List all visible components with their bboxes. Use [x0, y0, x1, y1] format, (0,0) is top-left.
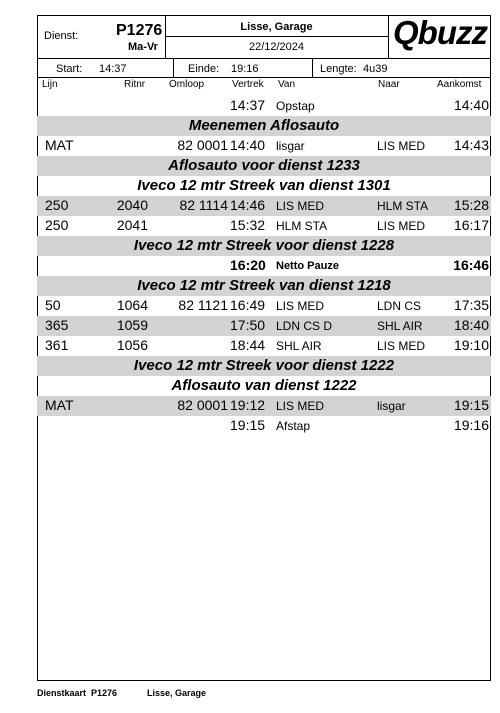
cell-aankomst: 19:15 [453, 397, 489, 413]
cell-aankomst: 16:17 [453, 217, 489, 233]
cell-van: Afstap [276, 419, 311, 433]
trip-row [37, 416, 491, 436]
footer-location: Lisse, Garage [147, 688, 207, 698]
trip-row [37, 96, 491, 116]
cell-aankomst: 18:40 [453, 317, 489, 333]
dienst-code: P1276 [116, 22, 163, 39]
cell-van: LIS MED [276, 399, 325, 413]
cell-ritnr: 1056 [116, 337, 148, 353]
cell-omloop: 82 0001 [177, 137, 228, 153]
col-van: Van [278, 79, 296, 90]
einde-value: 19:16 [231, 63, 259, 75]
cell-lijn: 361 [45, 337, 69, 353]
cell-vertrek: 14:46 [230, 197, 266, 213]
cell-naar: LDN CS [377, 299, 422, 313]
cell-aankomst: 16:46 [453, 257, 489, 273]
location-title: Lisse, Garage [240, 21, 313, 33]
cell-vertrek: 15:32 [230, 217, 266, 233]
col-naar: Naar [378, 79, 400, 90]
header-vline-4 [312, 58, 313, 77]
cell-vertrek: 16:20 [230, 257, 266, 273]
service-date: 22/12/2024 [248, 41, 305, 53]
qbuzz-logo: Qbuzz [393, 14, 487, 51]
cell-naar: lisgar [377, 399, 406, 413]
dienst-days: Ma-Vr [128, 41, 158, 53]
footer-card-id: Dienstkaart P1276 [37, 688, 118, 698]
section-banner: Iveco 12 mtr Streek voor dienst 1222 [37, 356, 491, 376]
section-banner: Meenemen Aflosauto [37, 116, 491, 136]
pause-row [37, 256, 491, 276]
cell-lijn: 365 [45, 317, 69, 333]
cell-van: LDN CS D [276, 319, 333, 333]
cell-aankomst: 19:10 [453, 337, 489, 353]
cell-van: LIS MED [276, 199, 325, 213]
cell-ritnr: 2040 [116, 197, 148, 213]
cell-van: LIS MED [276, 299, 325, 313]
trip-row [37, 216, 491, 236]
cell-naar: HLM STA [377, 199, 429, 213]
cell-lijn: MAT [45, 397, 74, 413]
section-banner: Aflosauto voor dienst 1233 [37, 156, 491, 176]
trip-row [37, 196, 491, 216]
section-banner: Iveco 12 mtr Streek van dienst 1301 [137, 177, 391, 194]
dienst-label: Dienst: [44, 30, 79, 42]
cell-van: Opstap [276, 99, 315, 113]
header-vline-3 [173, 58, 174, 77]
col-lijn: Lijn [42, 79, 58, 90]
lengte-label: Lengte: [320, 63, 357, 75]
cell-omloop: 82 1114 [179, 197, 228, 213]
trip-row [37, 296, 491, 316]
col-vertrek: Vertrek [232, 79, 264, 90]
trip-row [37, 316, 491, 336]
cell-lijn: 250 [45, 217, 69, 233]
cell-van: Netto Pauze [276, 260, 339, 272]
cell-vertrek: 16:49 [230, 297, 266, 313]
col-ritnr: Ritnr [124, 79, 146, 90]
header-mid-border [37, 77, 491, 78]
cell-van: lisgar [276, 139, 305, 153]
header-top-border [37, 58, 491, 59]
cell-naar: LIS MED [377, 339, 426, 353]
header-location-divider [165, 36, 388, 37]
section-banner: Aflosauto van dienst 1222 [171, 377, 357, 394]
cell-vertrek: 14:40 [230, 137, 266, 153]
cell-lijn: MAT [45, 137, 74, 153]
col-aankomst: Aankomst [437, 79, 482, 90]
cell-lijn: 250 [45, 197, 69, 213]
cell-van: SHL AIR [276, 339, 322, 353]
cell-vertrek: 19:12 [230, 397, 266, 413]
cell-aankomst: 14:40 [453, 97, 489, 113]
cell-naar: LIS MED [377, 219, 426, 233]
trip-row [37, 336, 491, 356]
start-value: 14:37 [99, 63, 127, 75]
cell-lijn: 50 [45, 297, 61, 313]
cell-aankomst: 19:16 [453, 417, 489, 433]
cell-van: HLM STA [276, 219, 328, 233]
lengte-value: 4u39 [363, 63, 388, 75]
start-label: Start: [56, 63, 83, 75]
einde-label: Einde: [188, 63, 220, 75]
cell-naar: LIS MED [377, 139, 426, 153]
trip-row [37, 396, 491, 416]
trip-row [37, 136, 491, 156]
cell-ritnr: 2041 [116, 217, 148, 233]
cell-naar: SHL AIR [377, 319, 423, 333]
cell-vertrek: 17:50 [230, 317, 266, 333]
section-banner: Iveco 12 mtr Streek van dienst 1218 [37, 276, 491, 296]
cell-aankomst: 17:35 [453, 297, 489, 313]
cell-omloop: 82 1121 [178, 297, 228, 313]
cell-aankomst: 15:28 [453, 197, 489, 213]
section-banner: Iveco 12 mtr Streek voor dienst 1228 [37, 236, 491, 256]
cell-vertrek: 19:15 [230, 417, 266, 433]
cell-vertrek: 18:44 [230, 337, 266, 353]
cell-omloop: 82 0001 [177, 397, 228, 413]
cell-aankomst: 14:43 [453, 137, 489, 153]
cell-ritnr: 1059 [116, 317, 148, 333]
cell-ritnr: 1064 [116, 297, 148, 313]
cell-vertrek: 14:37 [230, 97, 266, 113]
col-omloop: Omloop [169, 79, 205, 90]
